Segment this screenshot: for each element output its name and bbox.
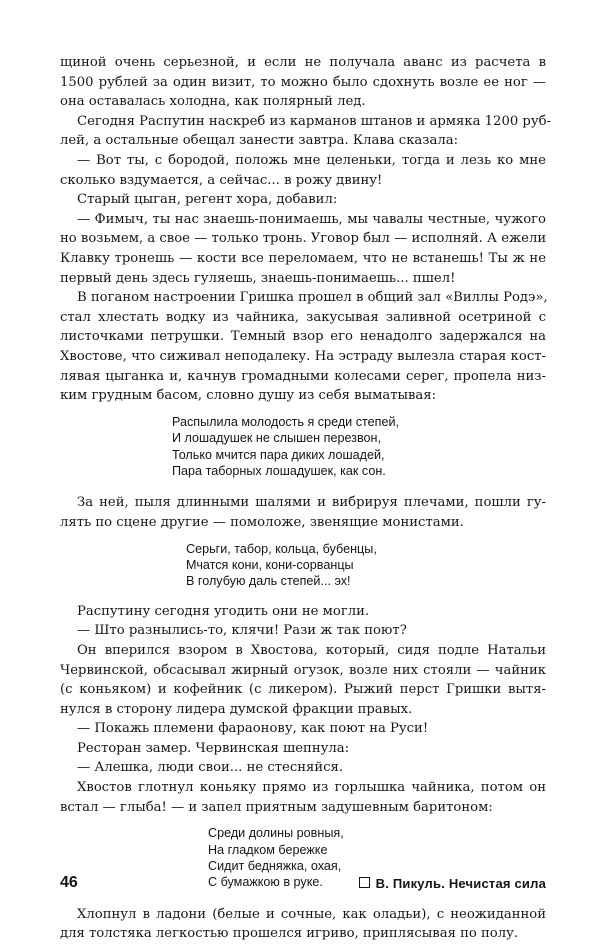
text-line: Хвостове, что сиживал неподалеку. На эстраду вылезла старая кост- [60,348,546,364]
paragraph [60,621,546,641]
paragraph [60,53,546,112]
paragraph [60,758,546,778]
text-line: но возьмем, а свое — только тронь. Уговор был — исполняй. А ежели [60,231,547,247]
text-line: — Фимыч, ты нас знаешь-понимаешь, мы чавалы честные, чужого [77,211,546,227]
text-line: (с коньяком) и кофейник (с ликером). Рыжий перст Гришки вытя- [60,682,546,698]
paragraph [60,719,546,739]
text-line: Хлопнул в ладони (белые и сочные, как оладьи), с неожиданной [77,906,546,922]
text-line: В поганом настроении Гришка прошел в общий зал «Виллы Родэ», [77,290,548,306]
verse-line: На гладком бережке [208,842,328,857]
paragraph [60,602,546,622]
verse-line: Сидит бедняжка, охая, [208,859,342,874]
text-line: Хвостов глотнул коньяку прямо из горлышка чайника, потом он [77,780,546,796]
text-line: ким грудным басом, словно душу из себя выматывая: [60,388,437,404]
text-line: нулся в сторону лидера думской фракции правых. [60,701,413,717]
verse-line: Среди долины ровныя, [208,826,344,841]
text-line: Сегодня Распутин наскреб из карманов штанов и армяка 1200 руб- [77,113,552,129]
paragraph [60,778,546,817]
text-line: Старый цыган, регент хора, добавил: [77,192,338,208]
text-line: встал — глыба! — и запел приятным задушевным баритоном: [60,799,493,815]
text-line: 1500 рублей за один визит, то можно было сдохнуть возле ее ног — [60,74,546,90]
text-line: За ней, пыля длинными шалями и вибрируя плечами, пошли гу- [77,495,546,511]
page-number: 46 [60,874,78,891]
verse-stanza [60,541,546,590]
verse-line: Серьги, табор, кольца, бубенцы, [186,541,377,556]
paragraph [60,739,546,759]
text-line: — Алешка, люди свои... не стесняйся. [77,760,344,776]
text-line: Червинской, обсасывал жирный огузок, возле них стояли — чайник [60,662,546,678]
verse-line: И лошадушек не слышен перезвон, [172,431,381,446]
verse-line: Пара таборных лошадушек, как сон. [172,463,386,478]
paragraph [60,112,552,151]
text-line: стал хлестать водку из чайника, закусывая заливной осетриной с [60,309,546,325]
text-line: Он вперился взором в Хвостова, который, сидя подле Натальи [77,642,546,658]
text-line: Клавку тронешь — кости все переломаем, что не встанешь! Ты ж не [60,250,546,266]
paragraph [60,190,546,210]
text-line: она оставалась холодна, как полярный лед. [60,94,366,110]
text-line: сколько вздумается, а сейчас... в рожу двину! [60,172,383,188]
text-line: щиной очень серьезной, и если не получала аванс из расчета в [60,55,546,70]
running-title-text: В. Пикуль. Нечистая сила [375,876,546,891]
text-line: — Што разнылись-то, клячи! Рази ж так поют? [77,623,407,639]
verse-line: С бумажкою в руке. [208,875,323,890]
page-footer [60,874,546,896]
running-title [359,876,546,891]
text-line: — Вот ты, с бородой, положь мне целеньки, тогда и лезь ко мне [77,152,546,168]
verse-line: В голубую даль степей... эх! [186,574,351,589]
text-line: Распутину сегодня угодить они не могли. [77,603,370,619]
paragraph [60,641,546,719]
page-body [60,53,552,944]
verse-line: Только мчится пара диких лошадей, [172,447,385,462]
paragraph [60,210,546,288]
text-line: — Покажь племени фараонову, как поют на Руси! [77,721,429,737]
paragraph [60,151,546,190]
text-line: первый день здесь гуляешь, знаешь-понимаешь... пшел! [60,270,456,286]
paragraph [60,905,546,944]
square-bullet-icon [359,877,370,888]
verse-stanza [60,414,546,480]
text-line: листочками петрушки. Темный взор его ненадолго задержался на [60,329,546,345]
verse-line: Распылила молодость я среди степей, [172,414,399,429]
text-line: лять по сцене другие — помоложе, звенящие монистами. [60,514,464,530]
text-line: лявая цыганка и, качнув громадными колесами серег, пропела низ- [60,368,546,384]
paragraph [60,493,546,532]
verse-line: Мчатся кони, кони-сорванцы [186,557,354,572]
text-line: Ресторан замер. Червинская шепнула: [77,740,350,756]
paragraph [60,288,546,406]
text-line: лей, а остальные обещал занести завтра. Клава сказала: [60,133,459,149]
text-line: для толстяка легкостью прошелся игриво, приплясывая по полу. [60,926,519,942]
